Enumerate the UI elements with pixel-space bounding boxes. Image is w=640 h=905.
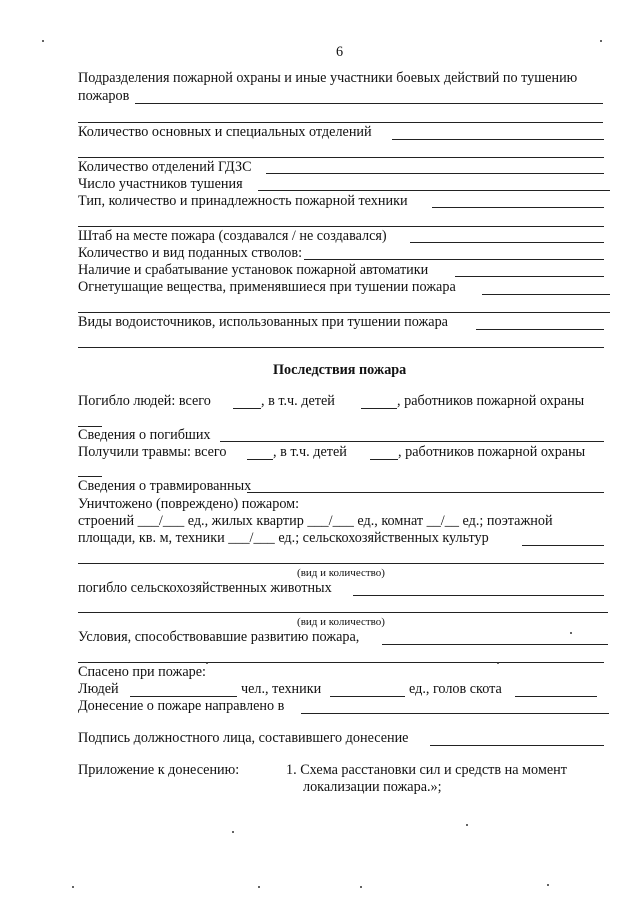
scan-speck xyxy=(600,40,602,42)
saved-cattle-label: ед., голов скота xyxy=(409,681,502,697)
signature-label: Подпись должностного лица, составившего донесение xyxy=(78,730,409,746)
field-departments-label: Количество основных и специальных отделений xyxy=(78,124,372,140)
died-total-label: Погибло людей: всего xyxy=(78,393,211,409)
field-water-label: Виды водоисточников, использованных при тушении пожара xyxy=(78,314,448,330)
conditions-line[interactable] xyxy=(382,644,608,645)
saved-cattle-line[interactable] xyxy=(515,696,597,697)
injured-children-label: , в т.ч. детей xyxy=(273,444,347,460)
injured-info-label: Сведения о травмированных xyxy=(78,478,252,494)
conditions-line-2[interactable] xyxy=(78,662,604,663)
injured-firefighters-line[interactable] xyxy=(78,476,102,477)
destroyed-label: Уничтожено (повреждено) пожаром: xyxy=(78,496,300,512)
field-units-label: Подразделения пожарной охраны и иные участники боевых действий по тушению xyxy=(78,70,578,86)
field-units-line-2[interactable] xyxy=(78,122,603,123)
field-participants-line[interactable] xyxy=(258,190,610,191)
field-departments-line[interactable] xyxy=(392,139,604,140)
field-departments-line-2[interactable] xyxy=(78,157,604,158)
crops-line[interactable] xyxy=(522,545,604,546)
saved-equipment-label: чел., техники xyxy=(241,681,322,697)
scan-speck xyxy=(232,831,234,833)
field-agents-line[interactable] xyxy=(482,294,610,295)
field-units-line[interactable] xyxy=(135,103,603,104)
scan-speck xyxy=(72,886,74,888)
signature-line[interactable] xyxy=(430,745,604,746)
field-participants-label: Число участников тушения xyxy=(78,176,243,192)
died-children-line[interactable] xyxy=(361,408,397,409)
animals-label: погибло сельскохозяйственных животных xyxy=(78,580,332,596)
field-water-line[interactable] xyxy=(476,329,604,330)
died-firefighters-label: , работников пожарной охраны xyxy=(397,393,585,409)
report-sent-line[interactable] xyxy=(301,713,609,714)
field-equipment-label: Тип, количество и принадлежность пожарной техники xyxy=(78,193,408,209)
field-gdzs-line[interactable] xyxy=(266,173,604,174)
section-title: Последствия пожара xyxy=(273,362,407,378)
page-number: 6 xyxy=(336,44,344,60)
dead-info-line[interactable] xyxy=(220,441,604,442)
destroyed-kind-line[interactable] xyxy=(78,563,604,564)
dead-info-label: Сведения о погибших xyxy=(78,427,211,443)
attachment-item-1: 1. Схема расстановки сил и средств на момент xyxy=(286,762,567,778)
scan-speck xyxy=(547,884,549,886)
field-units-label-2: пожаров xyxy=(78,88,130,104)
field-automation-label: Наличие и срабатывание установок пожарной автоматики xyxy=(78,262,429,278)
field-water-line-2[interactable] xyxy=(78,347,604,348)
scan-speck xyxy=(42,40,44,42)
scan-speck xyxy=(360,886,362,888)
scan-speck xyxy=(570,632,572,634)
field-hq-label: Штаб на месте пожара (создавался / не создавался) xyxy=(78,228,387,244)
saved-people-line[interactable] xyxy=(130,696,237,697)
injured-firefighters-label: , работников пожарной охраны xyxy=(398,444,586,460)
field-equipment-line[interactable] xyxy=(432,207,604,208)
scan-speck xyxy=(206,662,208,664)
scan-speck xyxy=(497,662,499,664)
animals-line[interactable] xyxy=(353,595,604,596)
injured-info-line[interactable] xyxy=(247,492,604,493)
injured-total-line[interactable] xyxy=(247,459,273,460)
field-agents-line-2[interactable] xyxy=(78,312,610,313)
died-children-label: , в т.ч. детей xyxy=(261,393,335,409)
field-automation-line[interactable] xyxy=(455,276,604,277)
buildings-line-text: строений ___/___ ед., жилых квартир ___/___ ед., комнат __/__ ед.; поэтажной xyxy=(78,513,553,529)
saved-label: Спасено при пожаре: xyxy=(78,664,206,680)
saved-people-label: Людей xyxy=(78,681,119,697)
saved-equipment-line[interactable] xyxy=(330,696,405,697)
field-gdzs-label: Количество отделений ГДЗС xyxy=(78,159,252,175)
attachment-item-2: локализации пожара.»; xyxy=(303,779,442,795)
report-sent-label: Донесение о пожаре направлено в xyxy=(78,698,285,714)
animals-caption: (вид и количество) xyxy=(297,616,385,628)
attachment-label: Приложение к донесению: xyxy=(78,762,240,778)
injured-children-line[interactable] xyxy=(370,459,398,460)
destroyed-caption: (вид и количество) xyxy=(297,567,385,579)
area-line-text: площади, кв. м, техники ___/___ ед.; сельскохозяйственных культур xyxy=(78,530,489,546)
injured-total-label: Получили травмы: всего xyxy=(78,444,227,460)
scan-speck xyxy=(466,824,468,826)
conditions-label: Условия, способствовавшие развитию пожара, xyxy=(78,629,360,645)
field-nozzles-label: Количество и вид поданных стволов: xyxy=(78,245,303,261)
scan-speck xyxy=(258,886,260,888)
field-equipment-line-2[interactable] xyxy=(78,226,604,227)
field-hq-line[interactable] xyxy=(410,242,604,243)
field-agents-label: Огнетушащие вещества, применявшиеся при тушении пожара xyxy=(78,279,456,295)
animals-line-2[interactable] xyxy=(78,612,608,613)
field-nozzles-line[interactable] xyxy=(304,259,604,260)
died-total-line[interactable] xyxy=(233,408,261,409)
